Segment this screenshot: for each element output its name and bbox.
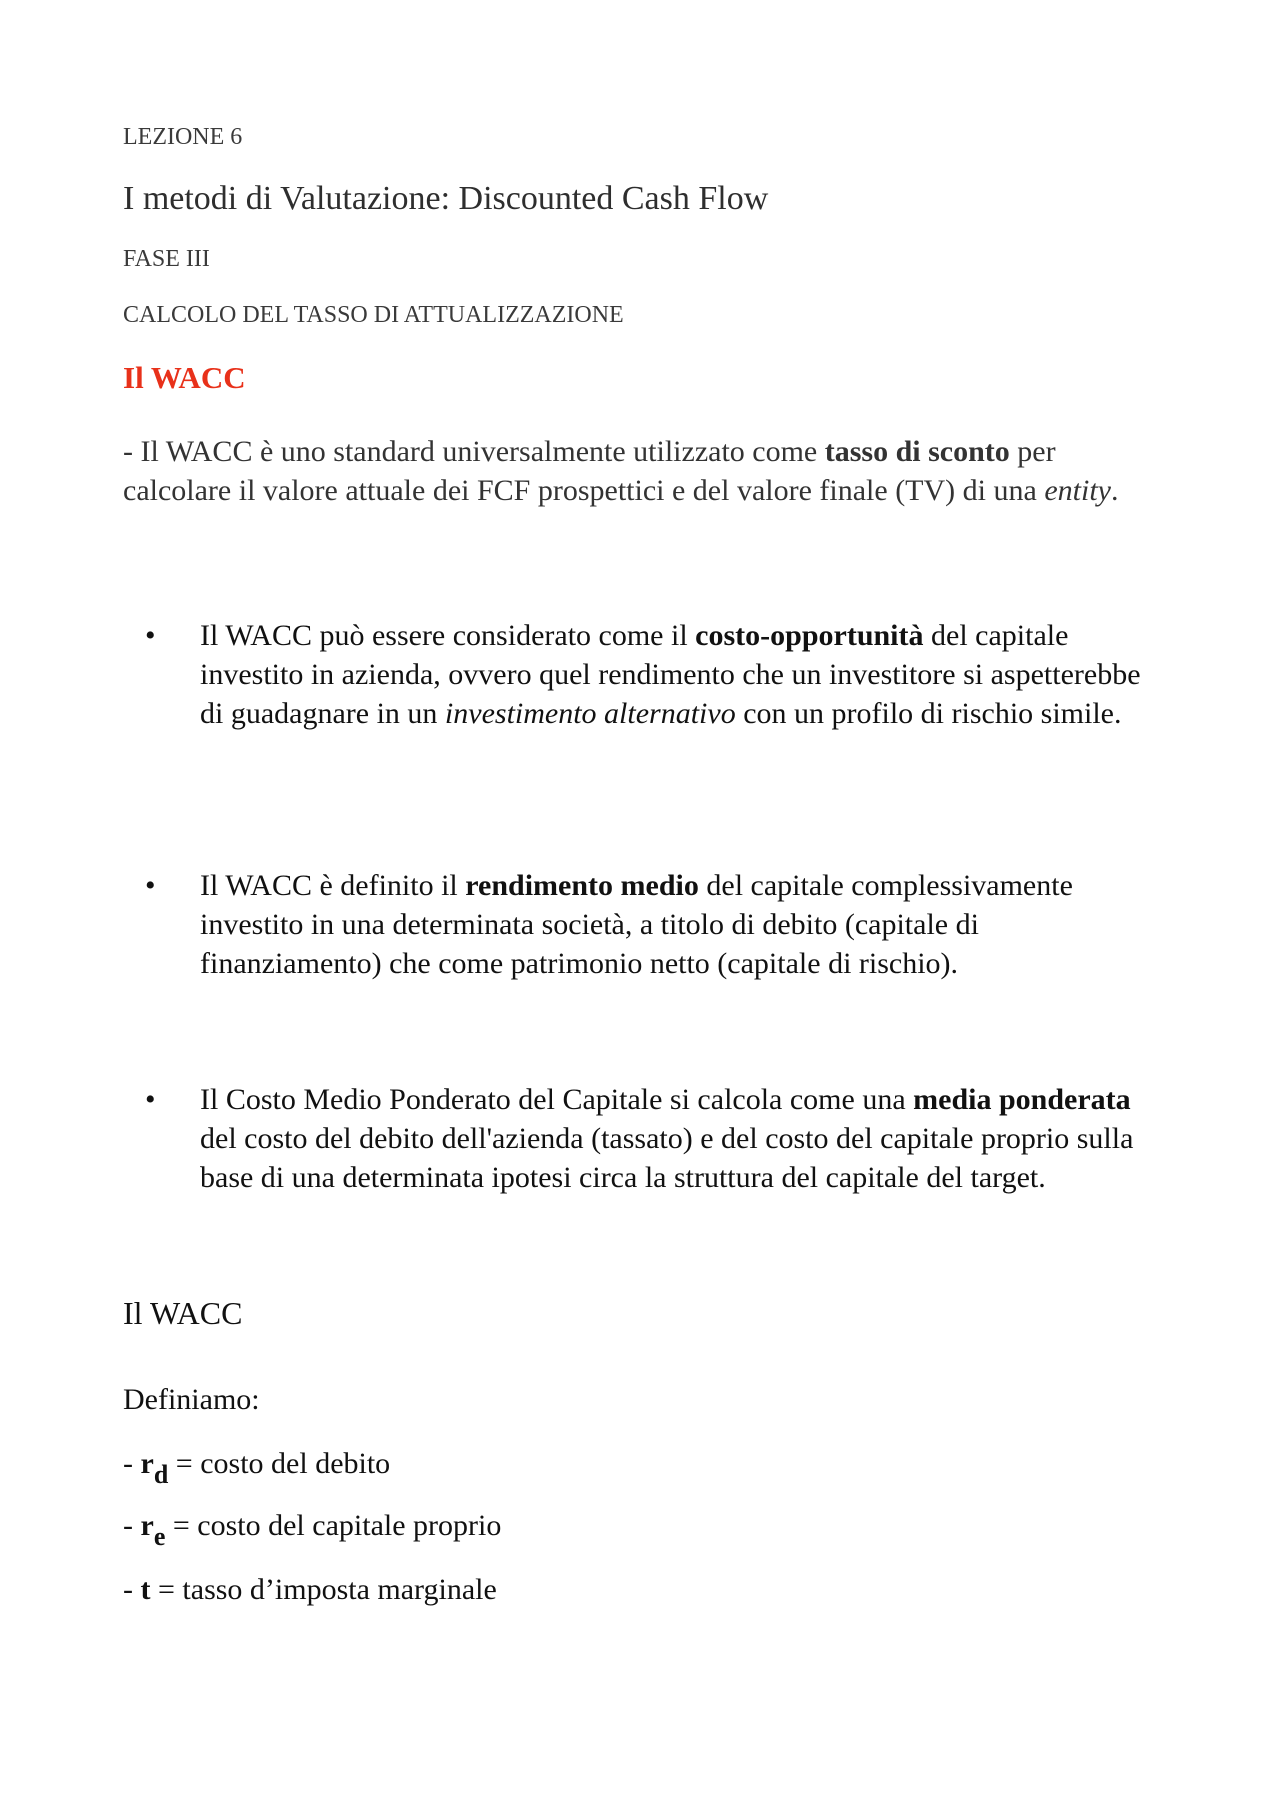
bullet-text-2: del capitale investito in azienda, ovvero quel rendimento che un investitore si aspetterebbe di guadagnare in un xyxy=(200,619,1141,730)
definition-symbol: r xyxy=(140,1509,154,1542)
page-title: I metodi di Valutazione: Discounted Cash Flow xyxy=(123,180,769,217)
bullet-text-1: Il WACC può essere considerato come il xyxy=(200,619,696,652)
intro-paragraph xyxy=(123,432,1168,510)
bullet-italic-term: investimento alternativo xyxy=(444,697,736,730)
bullet-marker: • xyxy=(145,869,156,902)
intro-bold-term: tasso di sconto xyxy=(824,435,1010,468)
bullet-marker: • xyxy=(145,1083,156,1116)
definition-dash: - xyxy=(123,1573,141,1606)
definition-text: = costo del capitale proprio xyxy=(165,1509,502,1542)
wacc-subheading: Il WACC xyxy=(123,1295,243,1331)
definition-text: = costo del debito xyxy=(168,1447,391,1480)
bullet-text xyxy=(200,866,1160,983)
definition-text: = tasso d’imposta marginale xyxy=(150,1573,497,1606)
bullet-bold-term: media ponderata xyxy=(913,1083,1131,1116)
bullet-text xyxy=(200,1080,1160,1197)
bullet-text-2: del capitale complessivamente investito in una determinata società, a titolo di debito (capitale di finanziamento) che come patrimonio netto (capitale di rischio). xyxy=(200,869,1073,980)
intro-italic-term: entity xyxy=(1044,474,1111,507)
definition-item xyxy=(123,1447,391,1489)
definition-subscript: d xyxy=(153,1460,169,1489)
definition-symbol: r xyxy=(140,1447,154,1480)
intro-text-2: per calcolare il valore attuale dei FCF prospettici e del valore finale (TV) di una xyxy=(123,435,1056,507)
bullet-text-3: con un profilo di rischio simile. xyxy=(735,697,1122,730)
bullet-text-1: Il Costo Medio Ponderato del Capitale si calcola come una xyxy=(200,1083,914,1116)
bullet-marker: • xyxy=(145,619,156,652)
definition-item xyxy=(123,1573,497,1607)
bullet-bold-term: rendimento medio xyxy=(465,869,699,902)
bullet-text xyxy=(200,616,1160,733)
intro-text-1: - Il WACC è uno standard universalmente utilizzato come xyxy=(123,435,825,468)
definition-symbol: t xyxy=(140,1573,151,1606)
intro-text-3: . xyxy=(1110,474,1119,507)
wacc-heading: Il WACC xyxy=(123,360,246,395)
phase-label: FASE III xyxy=(123,246,210,272)
definition-dash: - xyxy=(123,1447,141,1480)
definition-subscript: e xyxy=(153,1522,166,1551)
lesson-label: LEZIONE 6 xyxy=(123,124,243,150)
bullet-text-2: del costo del debito dell'azienda (tassato) e del costo del capitale proprio sulla base di una determinata ipotesi circa la struttura del capitale del target. xyxy=(200,1122,1134,1194)
bullet-text-1: Il WACC è definito il xyxy=(200,869,466,902)
section-caption: CALCOLO DEL TASSO DI ATTUALIZZAZIONE xyxy=(123,302,624,328)
definition-item xyxy=(123,1509,502,1551)
bullet-bold-term: costo-opportunità xyxy=(695,619,924,652)
definitions-intro: Definiamo: xyxy=(123,1383,260,1416)
definition-dash: - xyxy=(123,1509,141,1542)
